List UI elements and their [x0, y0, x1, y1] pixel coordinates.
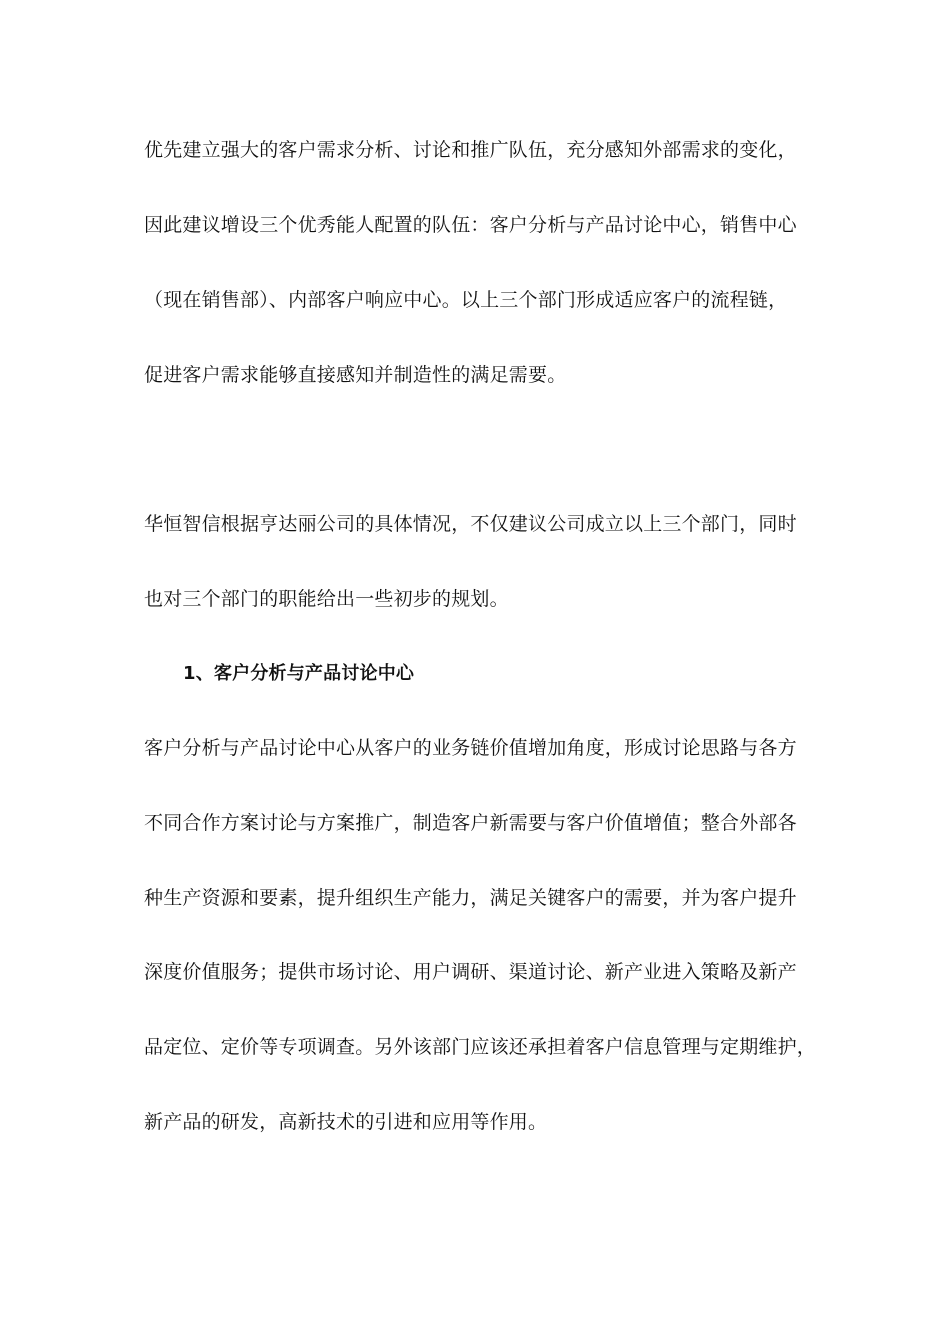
paragraph-1-line-2: 因此建议增设三个优秀能人配置的队伍：客户分析与产品讨论中心，销售中心 [144, 214, 797, 236]
paragraph-3-line-6: 新产品的研发，高新技术的引进和应用等作用。 [144, 1111, 548, 1133]
paragraph-3-line-3: 种生产资源和要素，提升组织生产能力，满足关键客户的需要，并为客户提升 [144, 887, 797, 909]
paragraph-1-line-1: 优先建立强大的客户需求分析、讨论和推广队伍，充分感知外部需求的变化， [144, 139, 797, 161]
section-heading: 1、客户分析与产品讨论中心 [183, 663, 415, 684]
paragraph-3-line-1: 客户分析与产品讨论中心从客户的业务链价值增加角度，形成讨论思路与各方 [144, 737, 797, 759]
paragraph-3-line-4: 深度价值服务；提供市场讨论、用户调研、渠道讨论、新产业进入策略及新产 [144, 961, 797, 983]
paragraph-2-line-1: 华恒智信根据亨达丽公司的具体情况，不仅建议公司成立以上三个部门，同时 [144, 513, 797, 535]
paragraph-1-line-3: （现在销售部）、内部客户响应中心。以上三个部门形成适应客户的流程链， [144, 289, 788, 311]
paragraph-3-line-2: 不同合作方案讨论与方案推广，制造客户新需要与客户价值增值；整合外部各 [144, 812, 797, 834]
paragraph-1-line-4: 促进客户需求能够直接感知并制造性的满足需要。 [144, 364, 567, 386]
paragraph-3-line-5: 品定位、定价等专项调查。另外该部门应该还承担着客户信息管理与定期维护， [144, 1036, 817, 1058]
paragraph-2-line-2: 也对三个部门的职能给出一些初步的规划。 [144, 588, 509, 610]
